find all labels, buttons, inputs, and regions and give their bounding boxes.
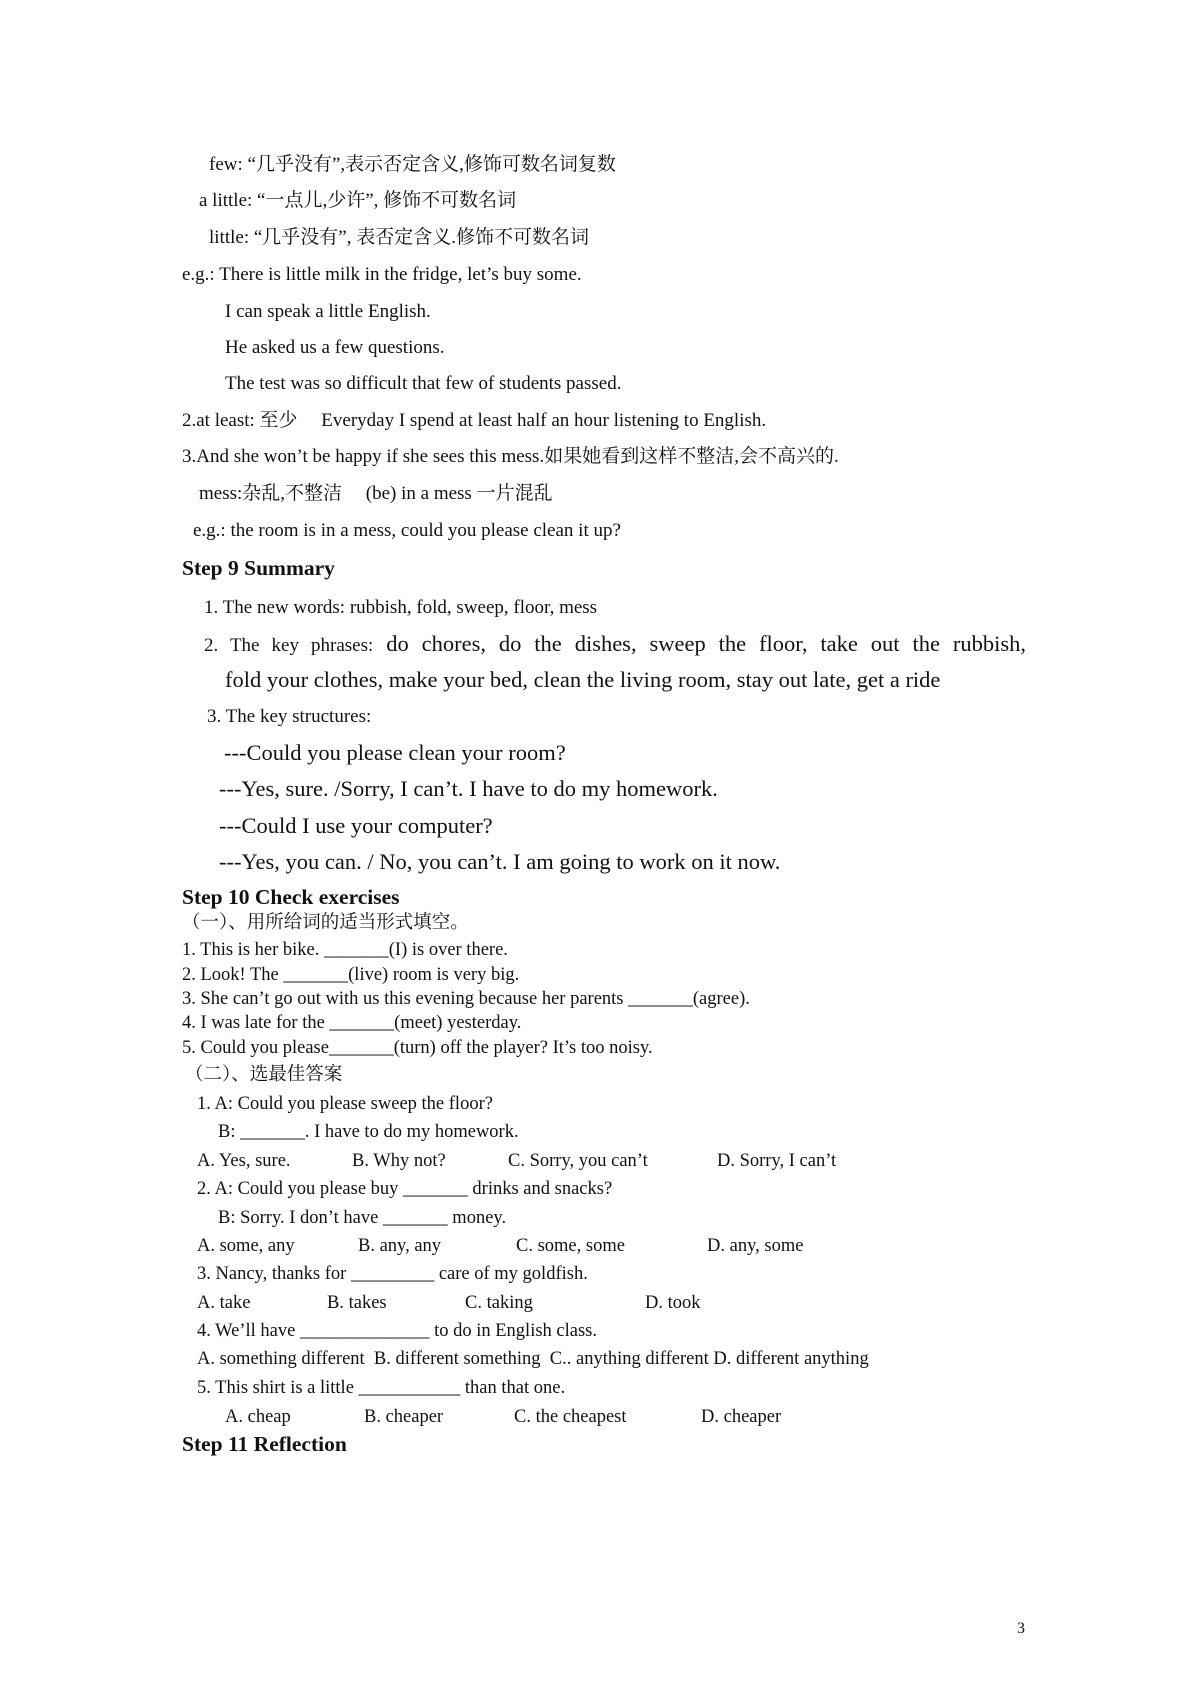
note-little: little: “几乎没有”, 表否定含义.修饰不可数名词 — [209, 227, 589, 248]
example-line: e.g.: There is little milk in the fridge, let’s buy some. — [182, 264, 582, 285]
option: A. take — [197, 1293, 251, 1313]
question-4-options: A. something different B. different something C.. anything different D. different anything — [197, 1349, 869, 1369]
structure-line: ---Could you please clean your room? — [224, 740, 566, 765]
page-number: 3 — [1017, 1620, 1025, 1637]
key-phrases-line1: do chores, do the dishes, sweep the floor, take out the rubbish, — [386, 631, 1026, 656]
summary-new-words: 1. The new words: rubbish, fold, sweep, floor, mess — [204, 597, 598, 618]
option: D. Sorry, I can’t — [717, 1151, 837, 1171]
structure-line: ---Yes, you can. / No, you can’t. I am going to work on it now. — [219, 849, 781, 874]
part1-title: （一）、用所给词的适当形式填空。 — [182, 913, 469, 933]
option: D. any, some — [707, 1236, 804, 1256]
example-line: I can speak a little English. — [225, 301, 431, 322]
key-phrases-line2: fold your clothes, make your bed, clean the living room, stay out late, get a ride — [225, 667, 941, 692]
summary-key-structures: 3. The key structures: — [207, 706, 372, 727]
question-1b: B: _______. I have to do my homework. — [218, 1122, 519, 1142]
note-mess-example: e.g.: the room is in a mess, could you please clean it up? — [193, 520, 621, 541]
option: D. cheaper — [701, 1407, 782, 1427]
fill-blank-item: 3. She can’t go out with us this evening because her parents _______(agree). — [182, 989, 750, 1009]
option: B. any, any — [358, 1236, 442, 1256]
key-phrases-label: 2. The key phrases: — [204, 635, 374, 656]
note-a-little: a little: “一点儿,少许”, 修饰不可数名词 — [199, 190, 517, 211]
step11-heading: Step 11 Reflection — [182, 1432, 347, 1456]
option: B. cheaper — [364, 1407, 444, 1427]
structure-line: ---Could I use your computer? — [219, 813, 493, 838]
example-line: He asked us a few questions. — [225, 337, 445, 358]
fill-blank-item: 5. Could you please_______(turn) off the player? It’s too noisy. — [182, 1038, 653, 1058]
summary-key-phrases — [204, 631, 1026, 659]
option: C. the cheapest — [514, 1407, 627, 1427]
option: D. took — [645, 1293, 701, 1313]
note-few: few: “几乎没有”,表示否定含义,修饰可数名词复数 — [209, 154, 616, 175]
option: C. Sorry, you can’t — [508, 1151, 648, 1171]
question-1a: 1. A: Could you please sweep the floor? — [197, 1094, 493, 1114]
question-2a: 2. A: Could you please buy _______ drinks and snacks? — [197, 1179, 613, 1199]
question-2b: B: Sorry. I don’t have _______ money. — [218, 1208, 507, 1228]
note-mess-sentence: 3.And she won’t be happy if she sees this mess.如果她看到这样不整洁,会不高兴的. — [182, 446, 839, 467]
structure-line: ---Yes, sure. /Sorry, I can’t. I have to do my homework. — [219, 776, 718, 801]
question-3: 3. Nancy, thanks for _________ care of my goldfish. — [197, 1264, 588, 1284]
note-at-least: 2.at least: 至少 Everyday I spend at least half an hour listening to English. — [182, 410, 767, 431]
option: A. Yes, sure. — [197, 1151, 291, 1171]
fill-blank-item: 1. This is her bike. _______(I) is over there. — [182, 940, 508, 960]
step10-heading: Step 10 Check exercises — [182, 885, 400, 909]
question-5: 5. This shirt is a little ___________ than that one. — [197, 1378, 566, 1398]
option: B. takes — [327, 1293, 387, 1313]
option: C. taking — [465, 1293, 533, 1313]
fill-blank-item: 2. Look! The _______(live) room is very big. — [182, 965, 520, 985]
question-4: 4. We’ll have ______________ to do in English class. — [197, 1321, 597, 1341]
example-line: The test was so difficult that few of students passed. — [225, 373, 622, 394]
option: B. Why not? — [352, 1151, 446, 1171]
option: A. cheap — [225, 1407, 291, 1427]
part2-title: （二）、选最佳答案 — [185, 1065, 343, 1085]
note-mess-definition: mess:杂乱,不整洁 (be) in a mess 一片混乱 — [199, 483, 553, 504]
option: A. some, any — [197, 1236, 295, 1256]
fill-blank-item: 4. I was late for the _______(meet) yesterday. — [182, 1013, 522, 1033]
step9-heading: Step 9 Summary — [182, 556, 335, 580]
option: C. some, some — [516, 1236, 625, 1256]
